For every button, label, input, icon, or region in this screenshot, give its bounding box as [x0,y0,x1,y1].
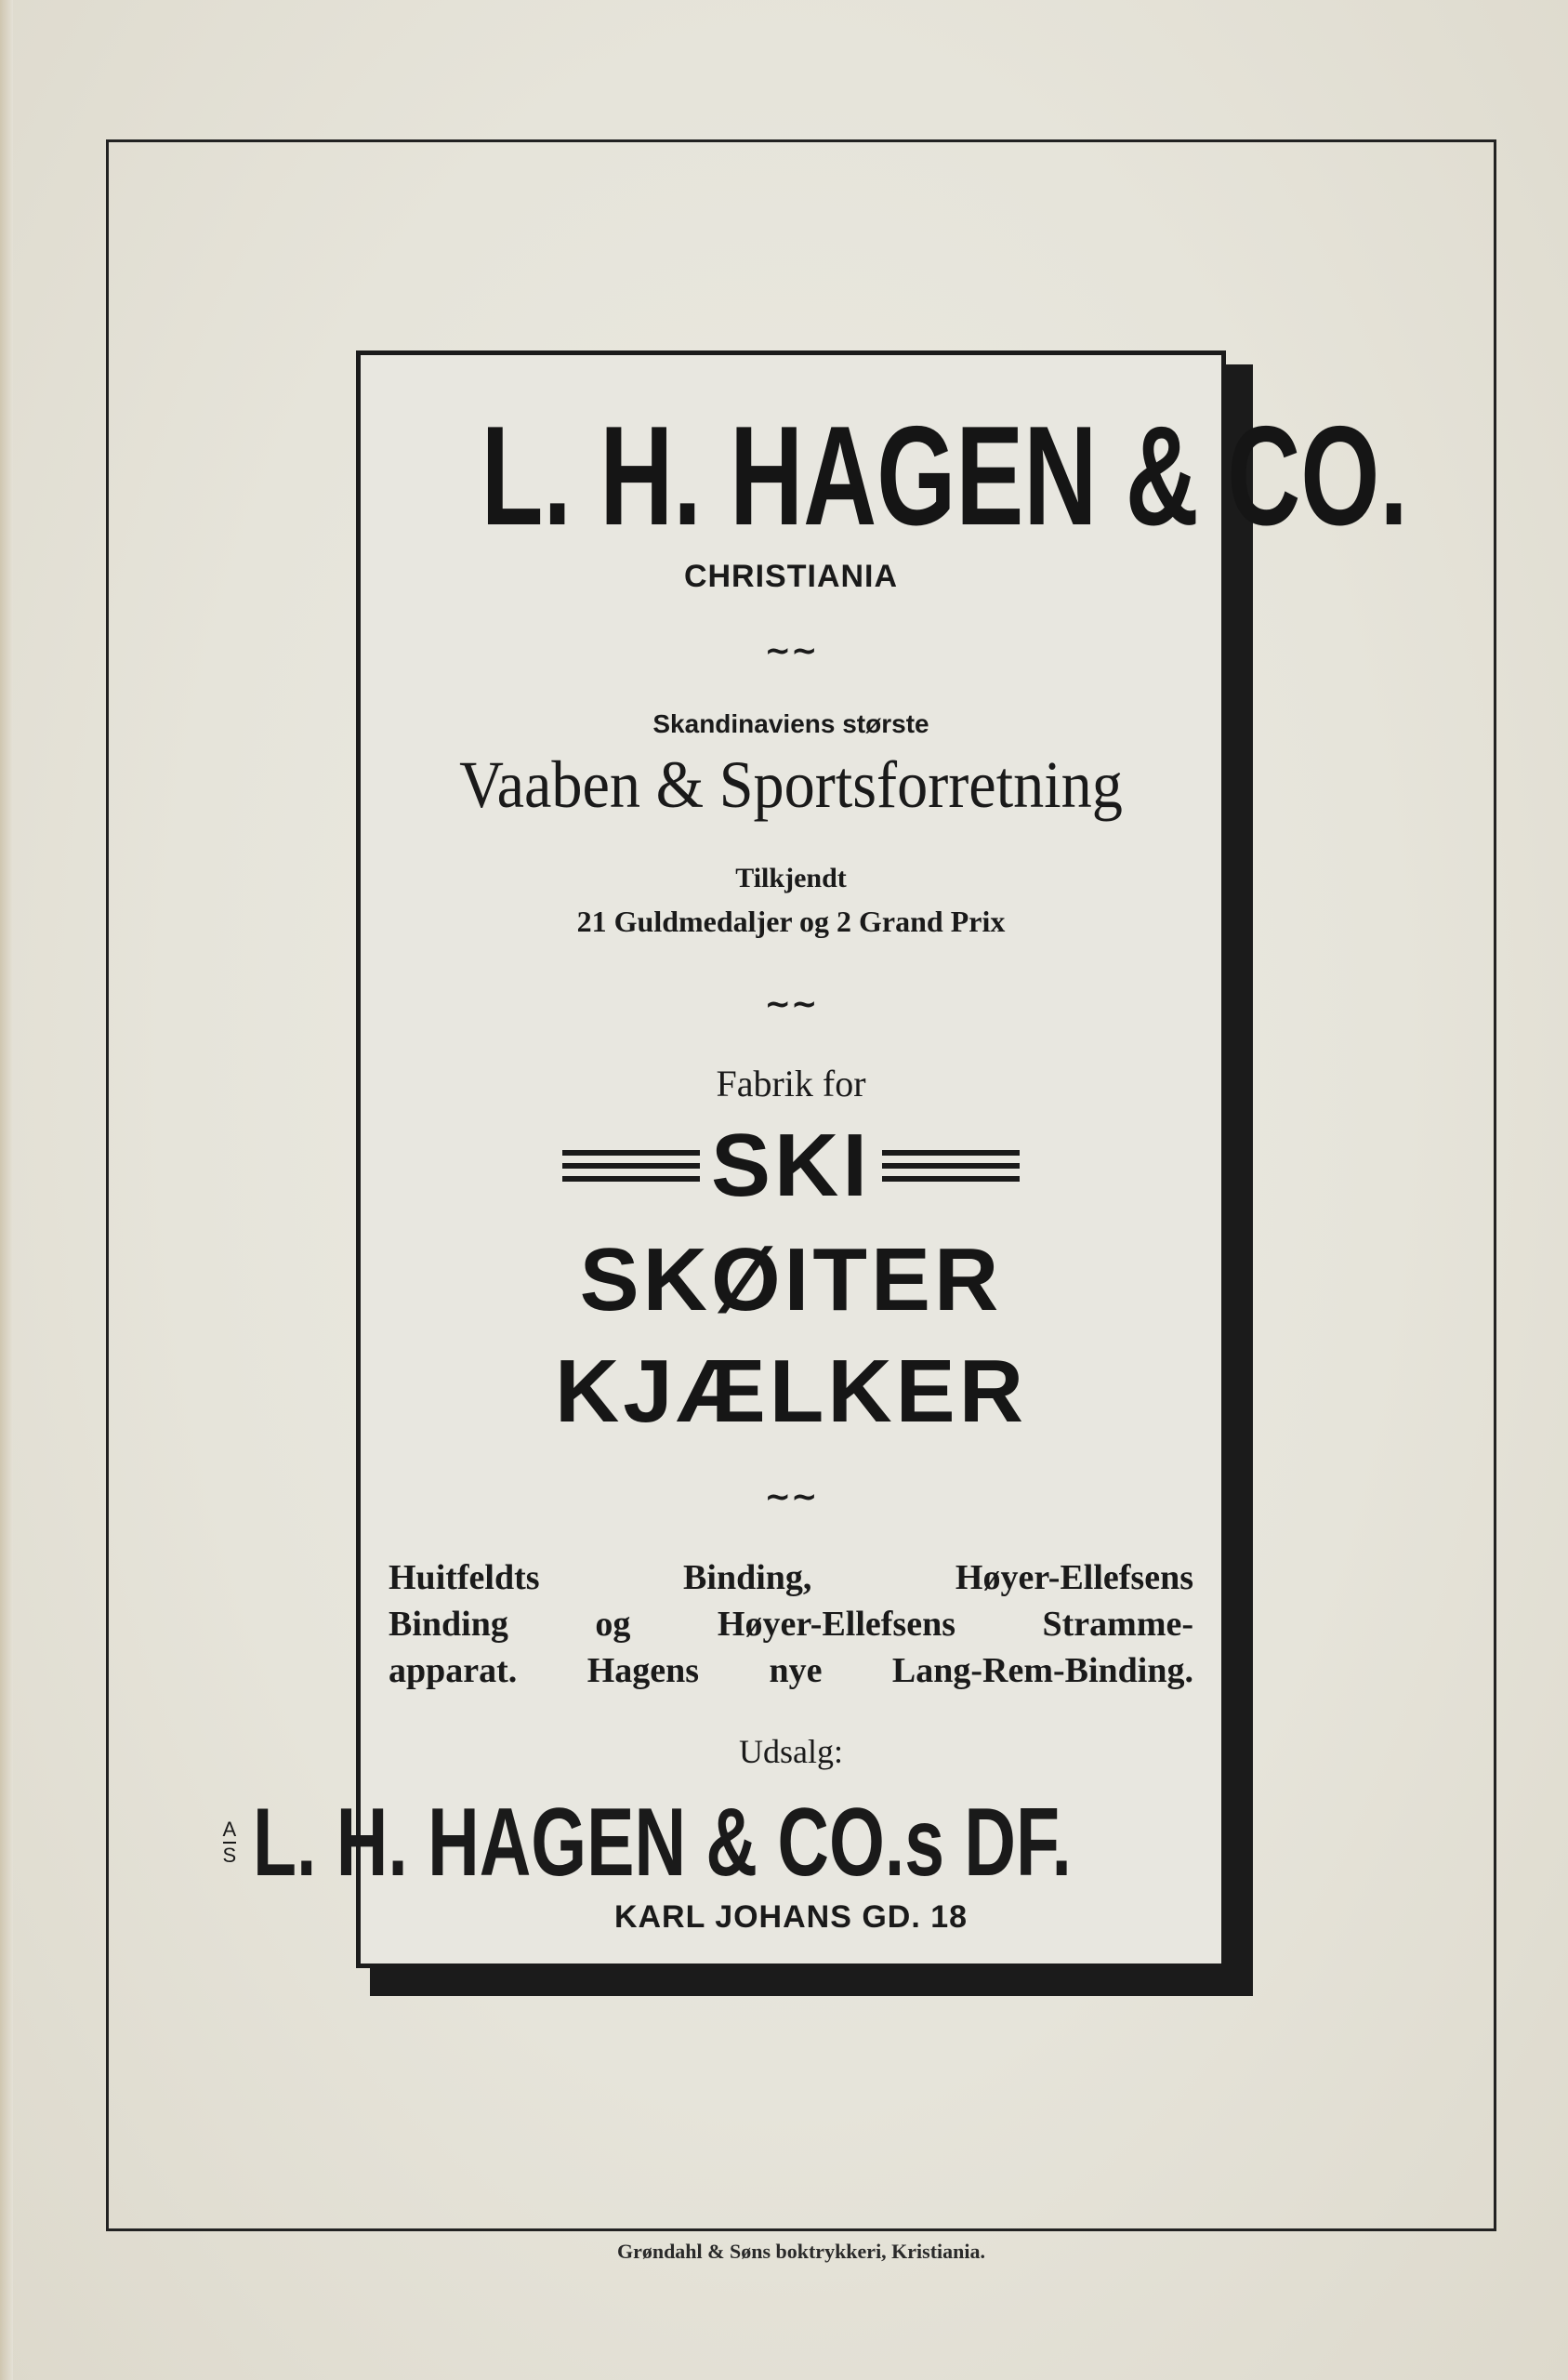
advertisement [222,350,1408,1968]
sale-label: Udsalg: [739,1733,843,1770]
awarded-label: Tilkjendt [735,863,847,893]
triple-rule-left [562,1150,700,1182]
tagline-large: Vaaben & Sportsforretning [459,747,1123,822]
product-skates: SKØITER [579,1230,1003,1329]
product-sleds: KJÆLKER [554,1342,1028,1441]
city-name: CHRISTIANIA [683,559,899,594]
as-mark-bottom: S [222,1844,237,1867]
ornament-divider: ~~ [764,632,818,669]
bindings-description [389,1554,1193,1694]
product-row-skates [361,1229,1221,1331]
ornament-divider: ~~ [764,985,818,1023]
triple-rule-right [882,1150,1020,1182]
ornament-divider: ~~ [764,1478,818,1515]
product-ski: SKI [710,1116,872,1215]
factory-label: Fabrik for [716,1063,866,1104]
bindings-line: Huitfeldts Binding, Høyer-Ellefsens [389,1558,1193,1597]
as-mark-top: A [222,1818,237,1841]
page-edge [0,0,13,2380]
printer-credit: Grøndahl & Søns boktrykkeri, Kristiania. [616,2240,986,2263]
retail-row [222,1789,1193,1897]
product-row-sleds [361,1341,1221,1443]
advertisement-content [222,355,1408,1964]
medals-text: 21 Guldmedaljer og 2 Grand Prix [576,905,1006,938]
company-title: L. H. HAGEN & CO. [481,397,1408,555]
bindings-line: apparat. Hagens nye Lang-Rem-Binding. [389,1651,1193,1690]
bindings-line: Binding og Høyer-Ellefsens Stramme- [389,1605,1193,1644]
store-address: KARL JOHANS GD. 18 [613,1899,968,1935]
as-mark [223,1818,237,1867]
retail-name: L. H. HAGEN & CO.s DF. [253,1789,1073,1897]
product-row-ski [361,1116,1221,1215]
tagline-small: Skandinaviens største [652,709,929,738]
